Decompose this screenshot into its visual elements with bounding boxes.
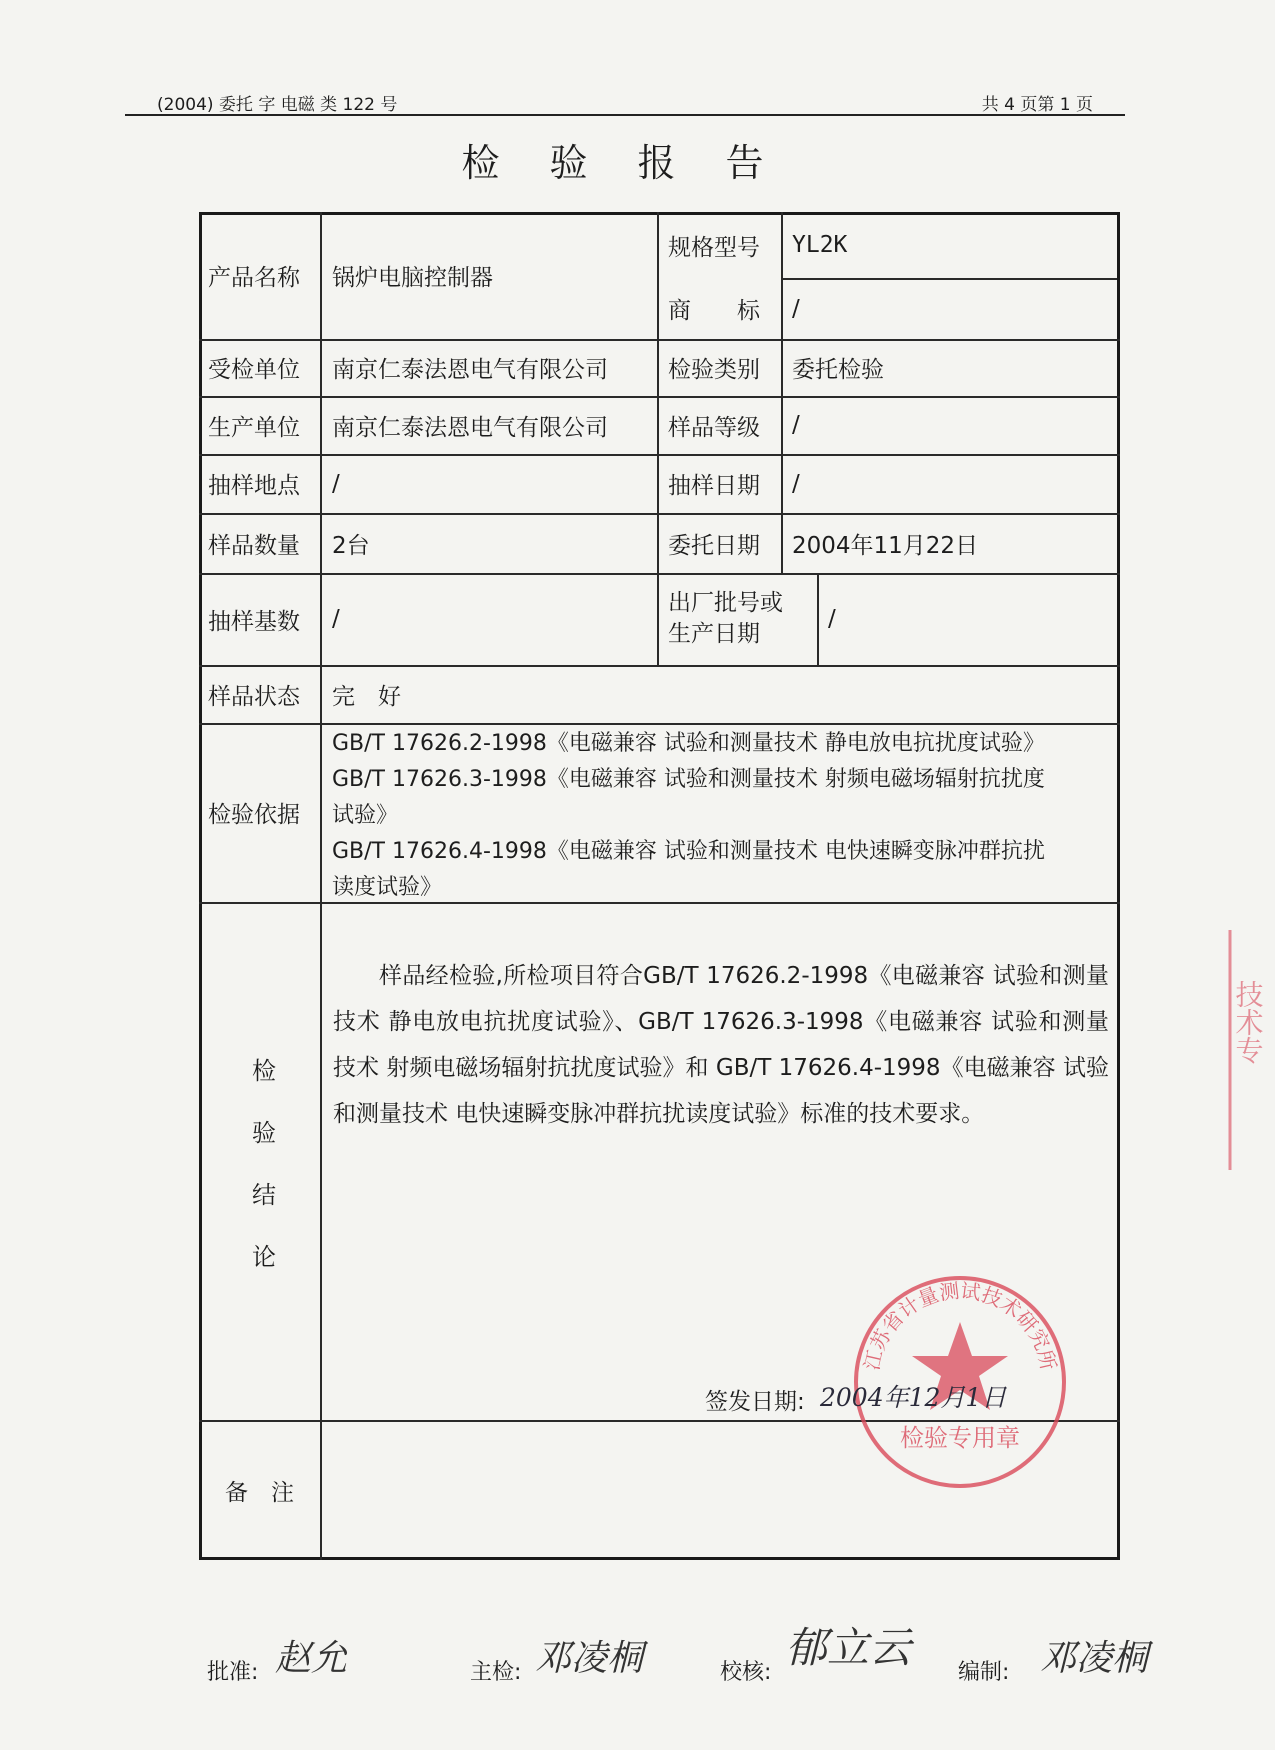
batch-label-line1: 出厂批号或 (668, 590, 783, 616)
sample-state-label: 样品状态 (208, 683, 300, 710)
sampling-place-label: 抽样地点 (208, 473, 300, 499)
batch-value: / (828, 606, 836, 632)
page-info: 共 4 页第 1 页 (981, 95, 1093, 115)
column-divider (781, 212, 783, 573)
sample-qty-value: 2台 (332, 532, 370, 559)
basis-list (332, 726, 1116, 900)
conclusion-label (208, 1040, 320, 1290)
review-label: 校核: (720, 1660, 772, 1685)
conclusion-label-char: 结 (252, 1181, 276, 1209)
basis-line: 读度试验》 (332, 875, 443, 900)
inspected-unit-label: 受检单位 (208, 357, 300, 383)
model-label: 规格型号 (668, 234, 760, 261)
sample-qty-label: 样品数量 (208, 532, 300, 559)
manufacturer-label: 生产单位 (208, 414, 300, 441)
report-reference-number: (2004) 委托 字 电磁 类 122 号 (157, 95, 398, 115)
sampling-date-value: / (792, 470, 800, 497)
basis-line: GB/T 17626.4-1998《电磁兼容 试验和测量技术 电快速瞬变脉冲群抗扰 (332, 839, 1045, 864)
basis-line: GB/T 17626.2-1998《电磁兼容 试验和测量技术 静电放电抗扰度试验》 (332, 731, 1045, 756)
sampling-place-value: / (332, 470, 340, 497)
side-seal-fragment (1210, 930, 1270, 1170)
issue-date-label: 签发日期: (705, 1389, 805, 1415)
seal-text-bottom: 检验专用章 (900, 1424, 1020, 1452)
main-check-signature: 邓凌桐 (535, 1638, 644, 1679)
seal-text-top: 江苏省计量测试技术研究所 (859, 1278, 1061, 1373)
basis-line: 试验》 (332, 803, 399, 828)
sample-grade-value: / (792, 412, 800, 438)
manufacturer-value: 南京仁泰法恩电气有限公司 (332, 414, 608, 441)
trademark-label: 商 标 (668, 298, 760, 324)
main-check-label: 主检: (470, 1660, 522, 1685)
model-value: YL2K (792, 232, 848, 258)
column-divider (657, 212, 659, 665)
side-seal-text: 技术专 (1231, 980, 1265, 1064)
issue-date-handwritten: 2004年12月1日 (820, 1383, 1007, 1412)
inspection-type-label: 检验类别 (668, 357, 760, 383)
remarks-label: 备 注 (225, 1479, 294, 1506)
conclusion-label-char: 验 (252, 1119, 276, 1147)
conclusion-label-char: 检 (252, 1057, 276, 1085)
review-signature: 郁立云 (785, 1623, 912, 1672)
product-name-value: 锅炉电脑控制器 (332, 265, 493, 291)
report-title: 检验报告 (461, 141, 814, 185)
batch-label (668, 588, 818, 652)
basis-line: GB/T 17626.3-1998《电磁兼容 试验和测量技术 射频电磁场辐射抗扰度 (332, 767, 1045, 792)
sampling-base-label: 抽样基数 (208, 608, 300, 635)
row-divider (199, 723, 1120, 725)
sample-state-value: 完 好 (332, 683, 401, 710)
inspection-type-value: 委托检验 (792, 357, 884, 383)
sample-grade-label: 样品等级 (668, 414, 760, 441)
approve-signature: 赵允 (275, 1638, 348, 1679)
conclusion-text: 样品经检验,所检项目符合GB/T 17626.2-1998《电磁兼容 试验和测量技术 静电放电抗扰度试验》、GB/T 17626.3-1998《电磁兼容 试验和测量技术 射频电磁场辐射抗扰度试验》和 GB/T 17626.4-1998《电磁兼容 试验和测量技术 电快速瞬变脉冲群抗扰读度试验》标准的技术要求。 (333, 963, 1109, 1127)
column-divider (320, 212, 322, 1560)
commission-date-value: 2004年11月22日 (792, 532, 979, 559)
remarks-value (332, 1420, 1112, 1560)
trademark-value: / (792, 295, 800, 322)
approve-label: 批准: (207, 1660, 259, 1685)
basis-label: 检验依据 (208, 802, 300, 828)
commission-date-label: 委托日期 (668, 532, 760, 559)
report-header (125, 88, 1125, 116)
sampling-base-value: / (332, 606, 340, 632)
compile-signature: 邓凌桐 (1040, 1638, 1149, 1679)
compile-label: 编制: (958, 1660, 1010, 1685)
sampling-date-label: 抽样日期 (668, 473, 760, 499)
inspected-unit-value: 南京仁泰法恩电气有限公司 (332, 357, 608, 383)
conclusion-label-char: 论 (252, 1243, 276, 1271)
product-name-label: 产品名称 (208, 265, 300, 291)
batch-label-line2: 生产日期 (668, 621, 760, 647)
